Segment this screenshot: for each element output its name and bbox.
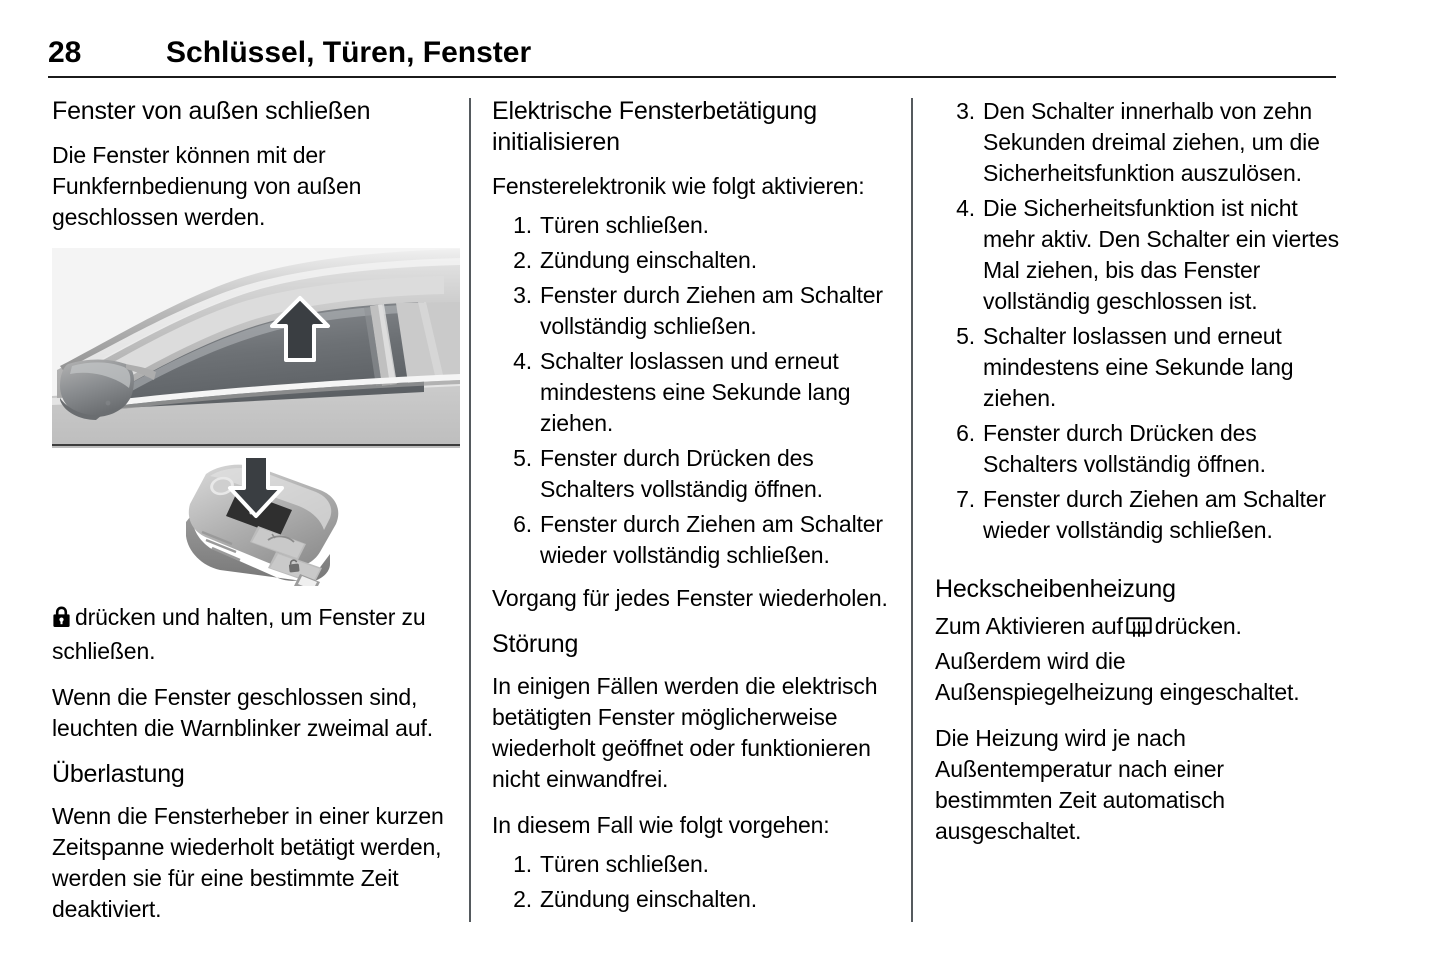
- paragraph-warnblinker: Wenn die Fenster geschlossen sind, leuchten die Warnblinker zweimal auf.: [52, 684, 433, 741]
- paragraph-ueberlastung: Wenn die Fensterheber in einer kurzen Zeitspanne wiederholt betätigt werden, werden sie für eine bestimmte Zeit deaktiviert.: [52, 803, 444, 922]
- lock-icon: [52, 605, 71, 636]
- activate-text-before: Zum Aktivieren auf: [935, 613, 1123, 639]
- car-window-svg: [52, 248, 460, 448]
- column-1: [52, 96, 460, 925]
- list-item-number: 5.: [956, 323, 975, 349]
- activate-text-after: drücken. Außerdem wird die Außenspiegelheizung eingeschaltet.: [935, 613, 1300, 705]
- list-item-number: 6.: [956, 420, 975, 446]
- list-item: [492, 884, 900, 915]
- list-item-text: Zündung einschalten.: [540, 247, 757, 273]
- page-title: Schlüssel, Türen, Fenster: [166, 36, 532, 69]
- rear-window-defrost-icon: [1126, 615, 1152, 646]
- list-item: [935, 418, 1343, 480]
- header-divider-rule: [48, 76, 1336, 78]
- list-item-number: 1.: [513, 851, 532, 877]
- lock-paragraph-text: drücken und halten, um Fenster zu schließen.: [52, 604, 426, 664]
- list-item: [935, 96, 1343, 189]
- list-item-text: Fenster durch Drücken des Schalters vollständig öffnen.: [983, 420, 1266, 477]
- list-item: [492, 210, 900, 241]
- list-item-number: 4.: [956, 195, 975, 221]
- list-item: [935, 193, 1343, 317]
- list-item: [492, 245, 900, 276]
- heading-elektrische-fensterbetaetigung: Elektrische Fensterbetätigung initialisieren: [492, 97, 817, 156]
- content-columns: [0, 96, 1445, 926]
- key-fob-svg: [52, 454, 460, 586]
- paragraph-in-diesem-fall: In diesem Fall wie folgt vorgehen:: [492, 812, 830, 838]
- page-number: 28: [48, 36, 82, 69]
- heading-ueberlastung: Überlastung: [52, 760, 185, 788]
- figure-key-fob-illustration: [52, 454, 460, 586]
- heading-stoerung: Störung: [492, 630, 579, 658]
- list-item-text: Türen schließen.: [540, 212, 709, 238]
- list-item-text: Die Sicherheitsfunktion ist nicht mehr aktiv. Den Schalter ein viertes Mal ziehen, bis das Fenster vollständig geschlossen ist.: [983, 195, 1339, 314]
- paragraph-heckscheibenheizung-aktivieren: [935, 611, 1343, 708]
- list-item-text: Fenster durch Drücken des Schalters vollständig öffnen.: [540, 445, 823, 502]
- list-item: [492, 509, 900, 571]
- list-item: [935, 484, 1343, 546]
- list-item: [935, 321, 1343, 414]
- paragraph-heizung-automatisch: Die Heizung wird je nach Außentemperatur nach einer bestimmten Zeit automatisch ausgeschaltet.: [935, 725, 1225, 844]
- heading-heckscheibenheizung: Heckscheibenheizung: [935, 575, 1176, 603]
- list-item: [492, 280, 900, 342]
- steps-list-stoerung: [492, 849, 900, 915]
- column-2: [492, 96, 900, 927]
- paragraph-fensterelektronik: Fensterelektronik wie folgt aktivieren:: [492, 173, 865, 199]
- list-item-text: Zündung einschalten.: [540, 886, 757, 912]
- list-item-text: Schalter loslassen und erneut mindestens eine Sekunde lang ziehen.: [983, 323, 1294, 411]
- list-item-text: Schalter loslassen und erneut mindestens eine Sekunde lang ziehen.: [540, 348, 851, 436]
- list-item-number: 5.: [513, 445, 532, 471]
- list-item-number: 1.: [513, 212, 532, 238]
- column-divider-1: [469, 98, 471, 922]
- list-item-text: Fenster durch Ziehen am Schalter wieder vollständig schließen.: [983, 486, 1326, 543]
- page-header: [48, 36, 1336, 78]
- list-item-number: 2.: [513, 247, 532, 273]
- paragraph-lock-and-hold: [52, 602, 460, 667]
- list-item-number: 3.: [956, 98, 975, 124]
- list-item-text: Fenster durch Ziehen am Schalter wieder vollständig schließen.: [540, 511, 883, 568]
- column-divider-2: [911, 98, 913, 922]
- list-item: [492, 849, 900, 880]
- steps-list-stoerung-continued: [935, 96, 1343, 546]
- list-item-number: 6.: [513, 511, 532, 537]
- steps-list-initialisieren: [492, 210, 900, 571]
- list-item-text: Türen schließen.: [540, 851, 709, 877]
- list-item-number: 4.: [513, 348, 532, 374]
- list-item-number: 2.: [513, 886, 532, 912]
- paragraph-stoerung-beschreibung: In einigen Fällen werden die elektrisch betätigten Fenster möglicherweise wiederholt geöffnet oder funktionieren nicht einwandfrei.: [492, 673, 878, 792]
- list-item-number: 7.: [956, 486, 975, 512]
- heading-fenster-von-aussen-schliessen: Fenster von außen schließen: [52, 97, 371, 125]
- paragraph-funkfernbedienung: Die Fenster können mit der Funkfernbedienung von außen geschlossen werden.: [52, 142, 362, 230]
- list-item-number: 3.: [513, 282, 532, 308]
- list-item-text: Fenster durch Ziehen am Schalter vollständig schließen.: [540, 282, 883, 339]
- column-3: [935, 96, 1343, 847]
- paragraph-vorgang-wiederholen: Vorgang für jedes Fenster wiederholen.: [492, 585, 888, 611]
- list-item: [492, 346, 900, 439]
- list-item-text: Den Schalter innerhalb von zehn Sekunden dreimal ziehen, um die Sicherheitsfunktion auszulösen.: [983, 98, 1320, 186]
- list-item: [492, 443, 900, 505]
- figure-car-window-illustration: [52, 248, 460, 448]
